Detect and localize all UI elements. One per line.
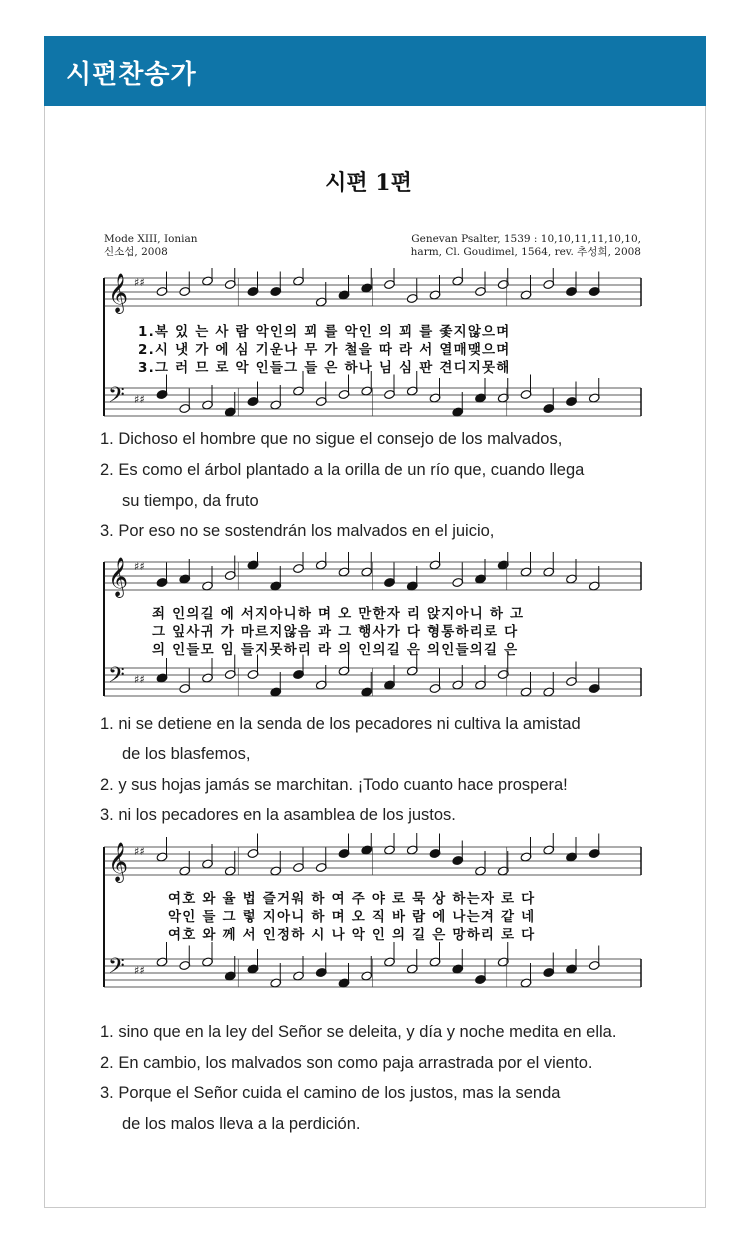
verse-line: 2. Es como el árbol plantado a la orilla de un río que, cuando llega <box>100 461 585 479</box>
credit-mode: Mode XIII, Ionian <box>104 233 198 245</box>
verse-line: 3. Porque el Señor cuida el camino de los justos, mas la senda <box>100 1084 561 1102</box>
sharp-icon: ♯♯ <box>134 964 145 977</box>
credit-left <box>104 233 198 259</box>
lyric-line: 1.복 있 는 사 람 악인의 꾀 를 악인 의 꾀 를 좇지않으며 <box>138 324 511 340</box>
bass-clef-icon: 𝄢 <box>108 663 125 693</box>
treble-clef-icon: 𝄞 <box>108 842 129 882</box>
treble-clef-icon: 𝄞 <box>108 557 129 597</box>
hymn-title: 시편 1편 <box>325 170 412 196</box>
credit-right <box>411 233 641 259</box>
verse-line: de los malos lleva a la perdición. <box>122 1115 361 1133</box>
verse-line: 2. y sus hojas jamás se marchitan. ¡Todo cuanto hace prospera! <box>100 776 568 794</box>
header-bar <box>44 36 706 106</box>
verse-line: su tiempo, da fruto <box>122 492 259 510</box>
sharp-icon: ♯♯ <box>134 560 145 573</box>
lyric-line: 악인 들 그 렇 지아니 하 며 오 직 바 람 에 나는겨 같 네 <box>168 909 536 925</box>
verse-line: 1. Dichoso el hombre que no sigue el consejo de los malvados, <box>100 430 563 448</box>
credit-harmony: harm, Cl. Goudimel, 1564, rev. 추성희, 2008 <box>410 246 641 258</box>
sharp-icon: ♯♯ <box>134 673 145 686</box>
verse-line: 2. En cambio, los malvados son como paja arrastrada por el viento. <box>100 1054 593 1072</box>
lyric-line: 의 인들모 임 들지못하리 라 의 인의길 은 의인들의길 은 <box>152 642 519 658</box>
sharp-icon: ♯♯ <box>134 845 145 858</box>
verse-line: 3. ni los pecadores en la asamblea de los justos. <box>100 806 456 824</box>
lyric-line: 2.시 냇 가 에 심 기운나 무 가 철을 따 라 서 열매맺으며 <box>138 342 511 358</box>
credit-tune: Genevan Psalter, 1539 : 10,10,11,11,10,10, <box>411 233 641 245</box>
sharp-icon: ♯♯ <box>134 393 145 406</box>
header-title: 시편찬송가 <box>66 60 197 90</box>
lyric-line: 여호 와 율 법 즐거워 하 여 주 야 로 묵 상 하는자 로 다 <box>168 891 536 907</box>
verse-line: de los blasfemos, <box>122 745 251 763</box>
credit-translator: 신소섭, 2008 <box>104 246 168 258</box>
verse-line: 1. ni se detiene en la senda de los pecadores ni cultiva la amistad <box>100 715 581 733</box>
lyric-line: 그 잎사귀 가 마르지않음 과 그 행사가 다 형통하리로 다 <box>152 624 519 640</box>
verse-line: 1. sino que en la ley del Señor se deleita, y día y noche medita en ella. <box>100 1023 617 1041</box>
lyric-line: 여호 와 께 서 인정하 시 나 악 인 의 길 은 망하리 로 다 <box>168 927 536 943</box>
verse-line: 3. Por eso no se sostendrán los malvados en el juicio, <box>100 522 495 540</box>
lyric-line: 3.그 러 므 로 악 인들그 들 은 하나 님 심 판 견디지못해 <box>138 360 511 376</box>
treble-clef-icon: 𝄞 <box>108 273 129 313</box>
sharp-icon: ♯♯ <box>134 276 145 289</box>
bass-clef-icon: 𝄢 <box>108 954 125 984</box>
bass-clef-icon: 𝄢 <box>108 383 125 413</box>
lyric-line: 죄 인의길 에 서지아니하 며 오 만한자 리 앉지아니 하 고 <box>152 606 525 622</box>
